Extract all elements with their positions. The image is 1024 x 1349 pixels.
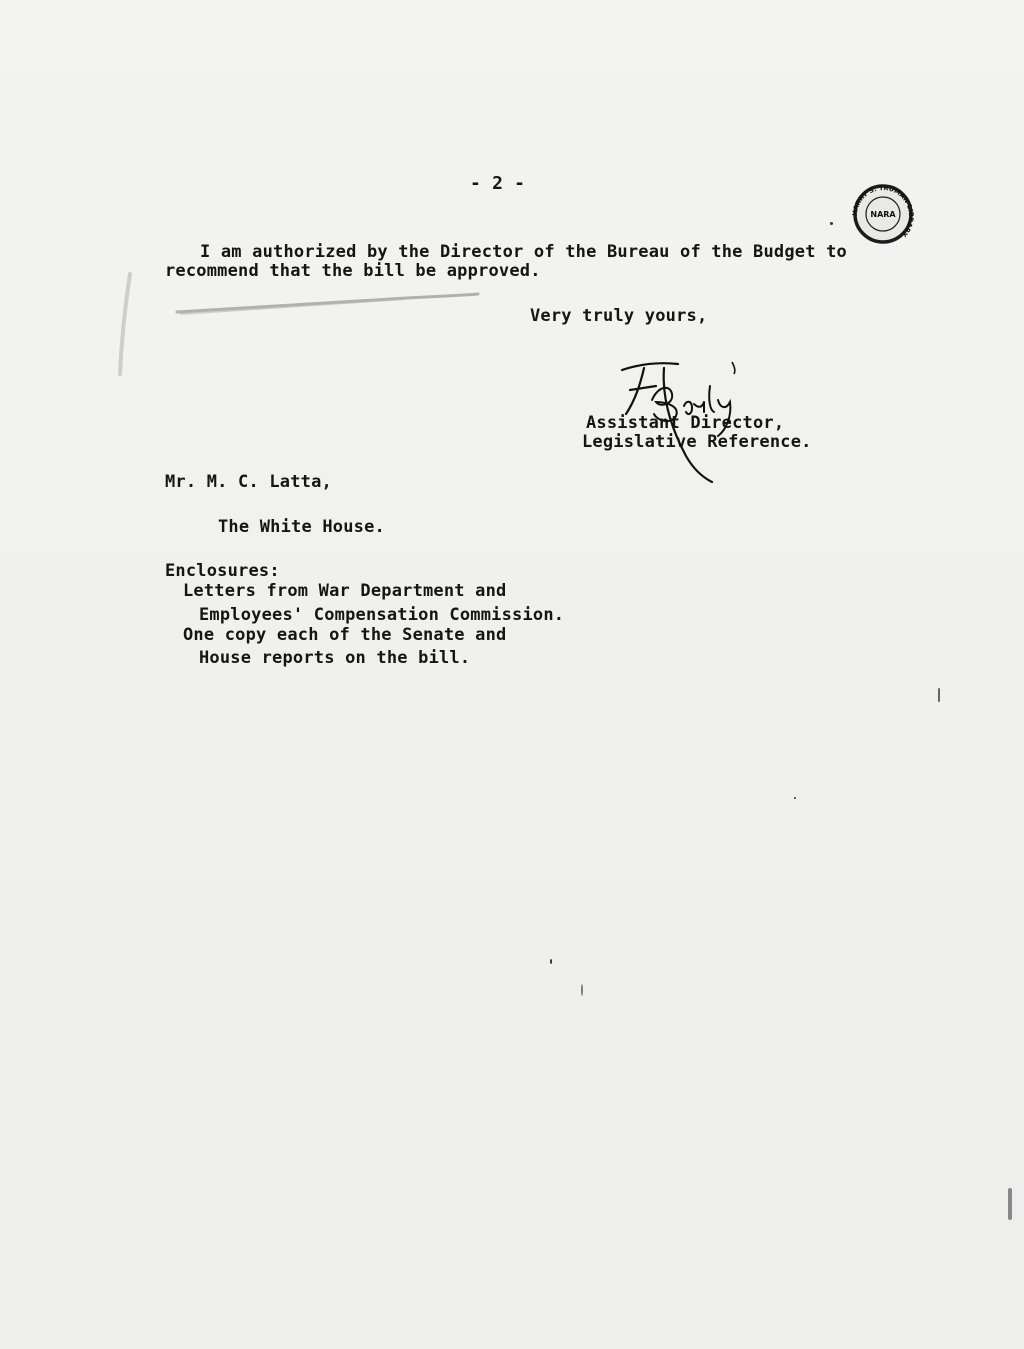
enclosure-1-line-1: Letters from War Department and (183, 581, 507, 601)
signer-title-1: Assistant Director, (586, 413, 785, 433)
enclosure-2-line-1: One copy each of the Senate and (183, 625, 507, 645)
paper-speck (938, 688, 940, 702)
svg-text:HARRY S. TRUMAN LIBRARY: HARRY S. TRUMAN LIBRARY (850, 183, 916, 239)
signer-title-2: Legislative Reference. (582, 432, 812, 452)
enclosure-1-line-2: Employees' Compensation Commission. (199, 605, 565, 625)
svg-text:FJBailey: FJBailey (600, 356, 605, 357)
pencil-margin-mark (110, 270, 140, 380)
page-number: - 2 - (470, 173, 526, 194)
paper-speck (581, 984, 583, 996)
enclosure-2-line-2: House reports on the bill. (199, 648, 471, 668)
paper-speck (550, 959, 552, 964)
svg-text:NARA: NARA (870, 210, 896, 219)
paper-speck (794, 797, 796, 799)
enclosures-heading: Enclosures: (165, 561, 280, 581)
paper-speck (1008, 1188, 1012, 1220)
body-line-1: I am authorized by the Director of the Bureau of the Budget to (200, 242, 847, 262)
closing: Very truly yours, (530, 306, 708, 326)
pencil-mark (175, 290, 480, 316)
body-line-2: recommend that the bill be approved. (165, 261, 541, 281)
paper-speck (830, 222, 833, 225)
recipient-location: The White House. (218, 517, 385, 537)
handwritten-signature (600, 356, 770, 486)
library-seal-stamp (845, 182, 921, 246)
recipient-name: Mr. M. C. Latta, (165, 472, 332, 492)
